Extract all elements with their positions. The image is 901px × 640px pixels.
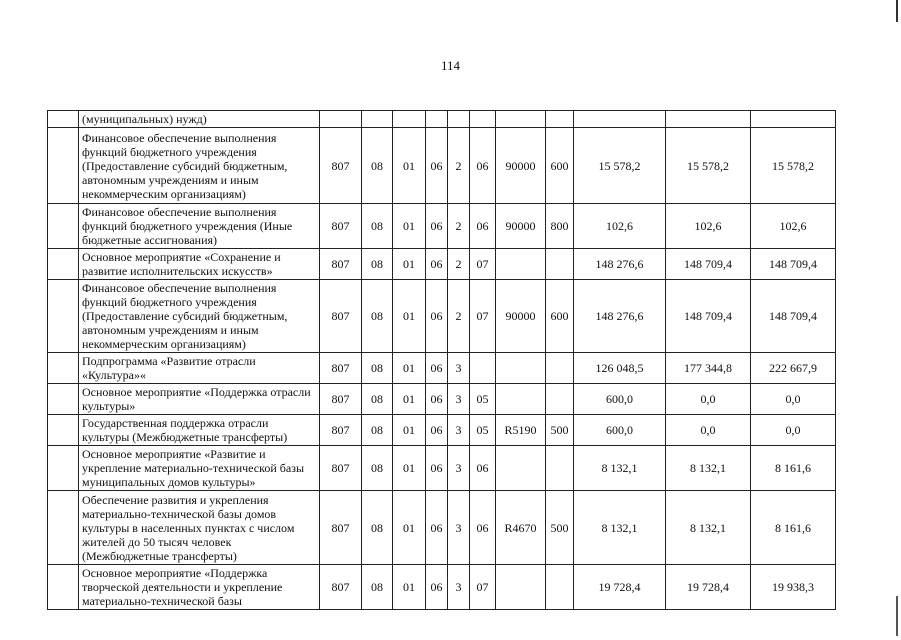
page-number: 114 <box>440 58 461 73</box>
cell-v1: 19 728,4 <box>574 565 666 610</box>
cell-c1: 807 <box>320 204 362 249</box>
table-row <box>48 415 836 446</box>
cell-v3 <box>751 111 836 128</box>
blank-cell <box>48 446 79 491</box>
cell-c1: 807 <box>320 249 362 280</box>
cell-c2: 08 <box>362 280 393 353</box>
cell-v3: 148 709,4 <box>751 280 836 353</box>
row-name-cell: Обеспечение развития и укрепления материально-технической базы домов культуры в населенных пунктах с числом жителей до 50 тысяч человек (Межбюджетные трансферты) <box>79 491 320 565</box>
table-row <box>48 491 836 565</box>
cell-v1 <box>574 111 666 128</box>
cell-c6: 07 <box>470 565 496 610</box>
cell-v3: 19 938,3 <box>751 565 836 610</box>
cell-c5: 2 <box>448 249 470 280</box>
cell-c6: 07 <box>470 249 496 280</box>
cell-c2 <box>362 111 393 128</box>
row-name-cell: Основное мероприятие «Поддержка отрасли культуры» <box>79 384 320 415</box>
cell-v2: 15 578,2 <box>666 128 751 204</box>
cell-c8: 600 <box>546 280 574 353</box>
cell-c8: 600 <box>546 128 574 204</box>
row-name-cell: (муниципальных) нужд) <box>79 111 320 128</box>
blank-cell <box>48 491 79 565</box>
table-row <box>48 384 836 415</box>
cell-c5: 2 <box>448 280 470 353</box>
cell-c6: 07 <box>470 280 496 353</box>
cell-c1: 807 <box>320 446 362 491</box>
cell-v2: 0,0 <box>666 415 751 446</box>
cell-c8 <box>546 249 574 280</box>
cell-c8 <box>546 446 574 491</box>
cell-c2: 08 <box>362 446 393 491</box>
table-row <box>48 204 836 249</box>
cell-c3: 01 <box>393 415 426 446</box>
cell-c6: 06 <box>470 446 496 491</box>
cell-c7: 90000 <box>496 204 546 249</box>
cell-c6 <box>470 353 496 384</box>
cell-c5: 3 <box>448 415 470 446</box>
table-row <box>48 353 836 384</box>
cell-c4: 06 <box>426 415 448 446</box>
cell-c3: 01 <box>393 249 426 280</box>
row-name-cell: Основное мероприятие «Поддержка творческой деятельности и укрепление материально-технической базы <box>79 565 320 610</box>
cell-v2: 148 709,4 <box>666 249 751 280</box>
cell-v2: 0,0 <box>666 384 751 415</box>
cell-c4: 06 <box>426 280 448 353</box>
cell-c2: 08 <box>362 353 393 384</box>
cell-c8 <box>546 353 574 384</box>
table-row <box>48 565 836 610</box>
cell-c7 <box>496 565 546 610</box>
cell-c4: 06 <box>426 128 448 204</box>
cell-c6 <box>470 111 496 128</box>
cell-v2: 19 728,4 <box>666 565 751 610</box>
cell-c7: 90000 <box>496 280 546 353</box>
row-name-cell: Финансовое обеспечение выполнения функций бюджетного учреждения (Иные бюджетные ассигнования) <box>79 204 320 249</box>
cell-c3: 01 <box>393 384 426 415</box>
cell-c3: 01 <box>393 128 426 204</box>
cell-c1: 807 <box>320 384 362 415</box>
row-name-cell: Основное мероприятие «Сохранение и развитие исполнительских искусств» <box>79 249 320 280</box>
cell-v1: 8 132,1 <box>574 446 666 491</box>
table-row <box>48 128 836 204</box>
cell-c4: 06 <box>426 249 448 280</box>
cell-c5: 3 <box>448 384 470 415</box>
row-name-cell: Государственная поддержка отрасли культуры (Межбюджетные трансферты) <box>79 415 320 446</box>
cell-v3: 8 161,6 <box>751 446 836 491</box>
cell-c7 <box>496 249 546 280</box>
cell-c2: 08 <box>362 128 393 204</box>
cell-c7 <box>496 111 546 128</box>
cell-c3: 01 <box>393 565 426 610</box>
cell-v1: 126 048,5 <box>574 353 666 384</box>
table-row <box>48 249 836 280</box>
blank-cell <box>48 415 79 446</box>
cell-v2: 177 344,8 <box>666 353 751 384</box>
cell-c5: 3 <box>448 353 470 384</box>
cell-c1: 807 <box>320 415 362 446</box>
cell-c7 <box>496 446 546 491</box>
cell-c1: 807 <box>320 491 362 565</box>
cell-c1 <box>320 111 362 128</box>
edge-mark <box>896 596 898 636</box>
cell-c5: 3 <box>448 491 470 565</box>
blank-cell <box>48 204 79 249</box>
table-row <box>48 111 836 128</box>
cell-c4: 06 <box>426 565 448 610</box>
cell-c2: 08 <box>362 491 393 565</box>
cell-c5 <box>448 111 470 128</box>
cell-v3: 222 667,9 <box>751 353 836 384</box>
cell-c4: 06 <box>426 384 448 415</box>
cell-v2: 102,6 <box>666 204 751 249</box>
row-name-cell: Финансовое обеспечение выполнения функций бюджетного учреждения (Предоставление субсидий бюджетным, автономным учреждениям и иным некоммерческим организациям) <box>79 128 320 204</box>
cell-c8 <box>546 111 574 128</box>
cell-c3: 01 <box>393 491 426 565</box>
cell-v3: 148 709,4 <box>751 249 836 280</box>
cell-v3: 102,6 <box>751 204 836 249</box>
blank-cell <box>48 111 79 128</box>
cell-c2: 08 <box>362 204 393 249</box>
blank-cell <box>48 384 79 415</box>
cell-v3: 0,0 <box>751 415 836 446</box>
cell-c8 <box>546 565 574 610</box>
cell-c1: 807 <box>320 280 362 353</box>
cell-c5: 2 <box>448 128 470 204</box>
blank-cell <box>48 128 79 204</box>
cell-v1: 102,6 <box>574 204 666 249</box>
cell-c8: 800 <box>546 204 574 249</box>
cell-c6: 06 <box>470 204 496 249</box>
blank-cell <box>48 280 79 353</box>
cell-c4: 06 <box>426 491 448 565</box>
cell-c1: 807 <box>320 128 362 204</box>
cell-c2: 08 <box>362 565 393 610</box>
cell-c3: 01 <box>393 446 426 491</box>
blank-cell <box>48 249 79 280</box>
cell-c4: 06 <box>426 204 448 249</box>
row-name-cell: Подпрограмма «Развитие отрасли «Культура»« <box>79 353 320 384</box>
cell-c4: 06 <box>426 353 448 384</box>
cell-c1: 807 <box>320 353 362 384</box>
cell-c4: 06 <box>426 446 448 491</box>
cell-c8 <box>546 384 574 415</box>
cell-v3: 0,0 <box>751 384 836 415</box>
cell-c6: 05 <box>470 384 496 415</box>
cell-c4 <box>426 111 448 128</box>
row-name-cell: Финансовое обеспечение выполнения функций бюджетного учреждения (Предоставление субсидий бюджетным, автономным учреждениям и иным некоммерческим организациям) <box>79 280 320 353</box>
cell-c8: 500 <box>546 491 574 565</box>
cell-c3 <box>393 111 426 128</box>
cell-c7: R5190 <box>496 415 546 446</box>
cell-c6: 06 <box>470 491 496 565</box>
budget-table <box>47 110 836 610</box>
cell-v2: 8 132,1 <box>666 491 751 565</box>
cell-c3: 01 <box>393 353 426 384</box>
cell-v1: 600,0 <box>574 384 666 415</box>
cell-c7 <box>496 384 546 415</box>
cell-c3: 01 <box>393 204 426 249</box>
cell-c5: 3 <box>448 565 470 610</box>
cell-c7 <box>496 353 546 384</box>
row-name-cell: Основное мероприятие «Развитие и укрепление материально-технической базы муниципальных домов культуры» <box>79 446 320 491</box>
cell-c8: 500 <box>546 415 574 446</box>
table-row <box>48 446 836 491</box>
cell-c3: 01 <box>393 280 426 353</box>
table-row <box>48 280 836 353</box>
cell-v2 <box>666 111 751 128</box>
cell-v2: 8 132,1 <box>666 446 751 491</box>
cell-c2: 08 <box>362 415 393 446</box>
cell-c5: 3 <box>448 446 470 491</box>
blank-cell <box>48 565 79 610</box>
cell-v2: 148 709,4 <box>666 280 751 353</box>
cell-c5: 2 <box>448 204 470 249</box>
cell-v1: 15 578,2 <box>574 128 666 204</box>
cell-v3: 8 161,6 <box>751 491 836 565</box>
cell-c6: 06 <box>470 128 496 204</box>
cell-c1: 807 <box>320 565 362 610</box>
edge-mark <box>896 0 898 22</box>
cell-v1: 148 276,6 <box>574 249 666 280</box>
cell-c7: R4670 <box>496 491 546 565</box>
cell-v1: 600,0 <box>574 415 666 446</box>
cell-c2: 08 <box>362 249 393 280</box>
cell-v1: 148 276,6 <box>574 280 666 353</box>
cell-c7: 90000 <box>496 128 546 204</box>
cell-c2: 08 <box>362 384 393 415</box>
cell-v1: 8 132,1 <box>574 491 666 565</box>
blank-cell <box>48 353 79 384</box>
cell-v3: 15 578,2 <box>751 128 836 204</box>
cell-c6: 05 <box>470 415 496 446</box>
